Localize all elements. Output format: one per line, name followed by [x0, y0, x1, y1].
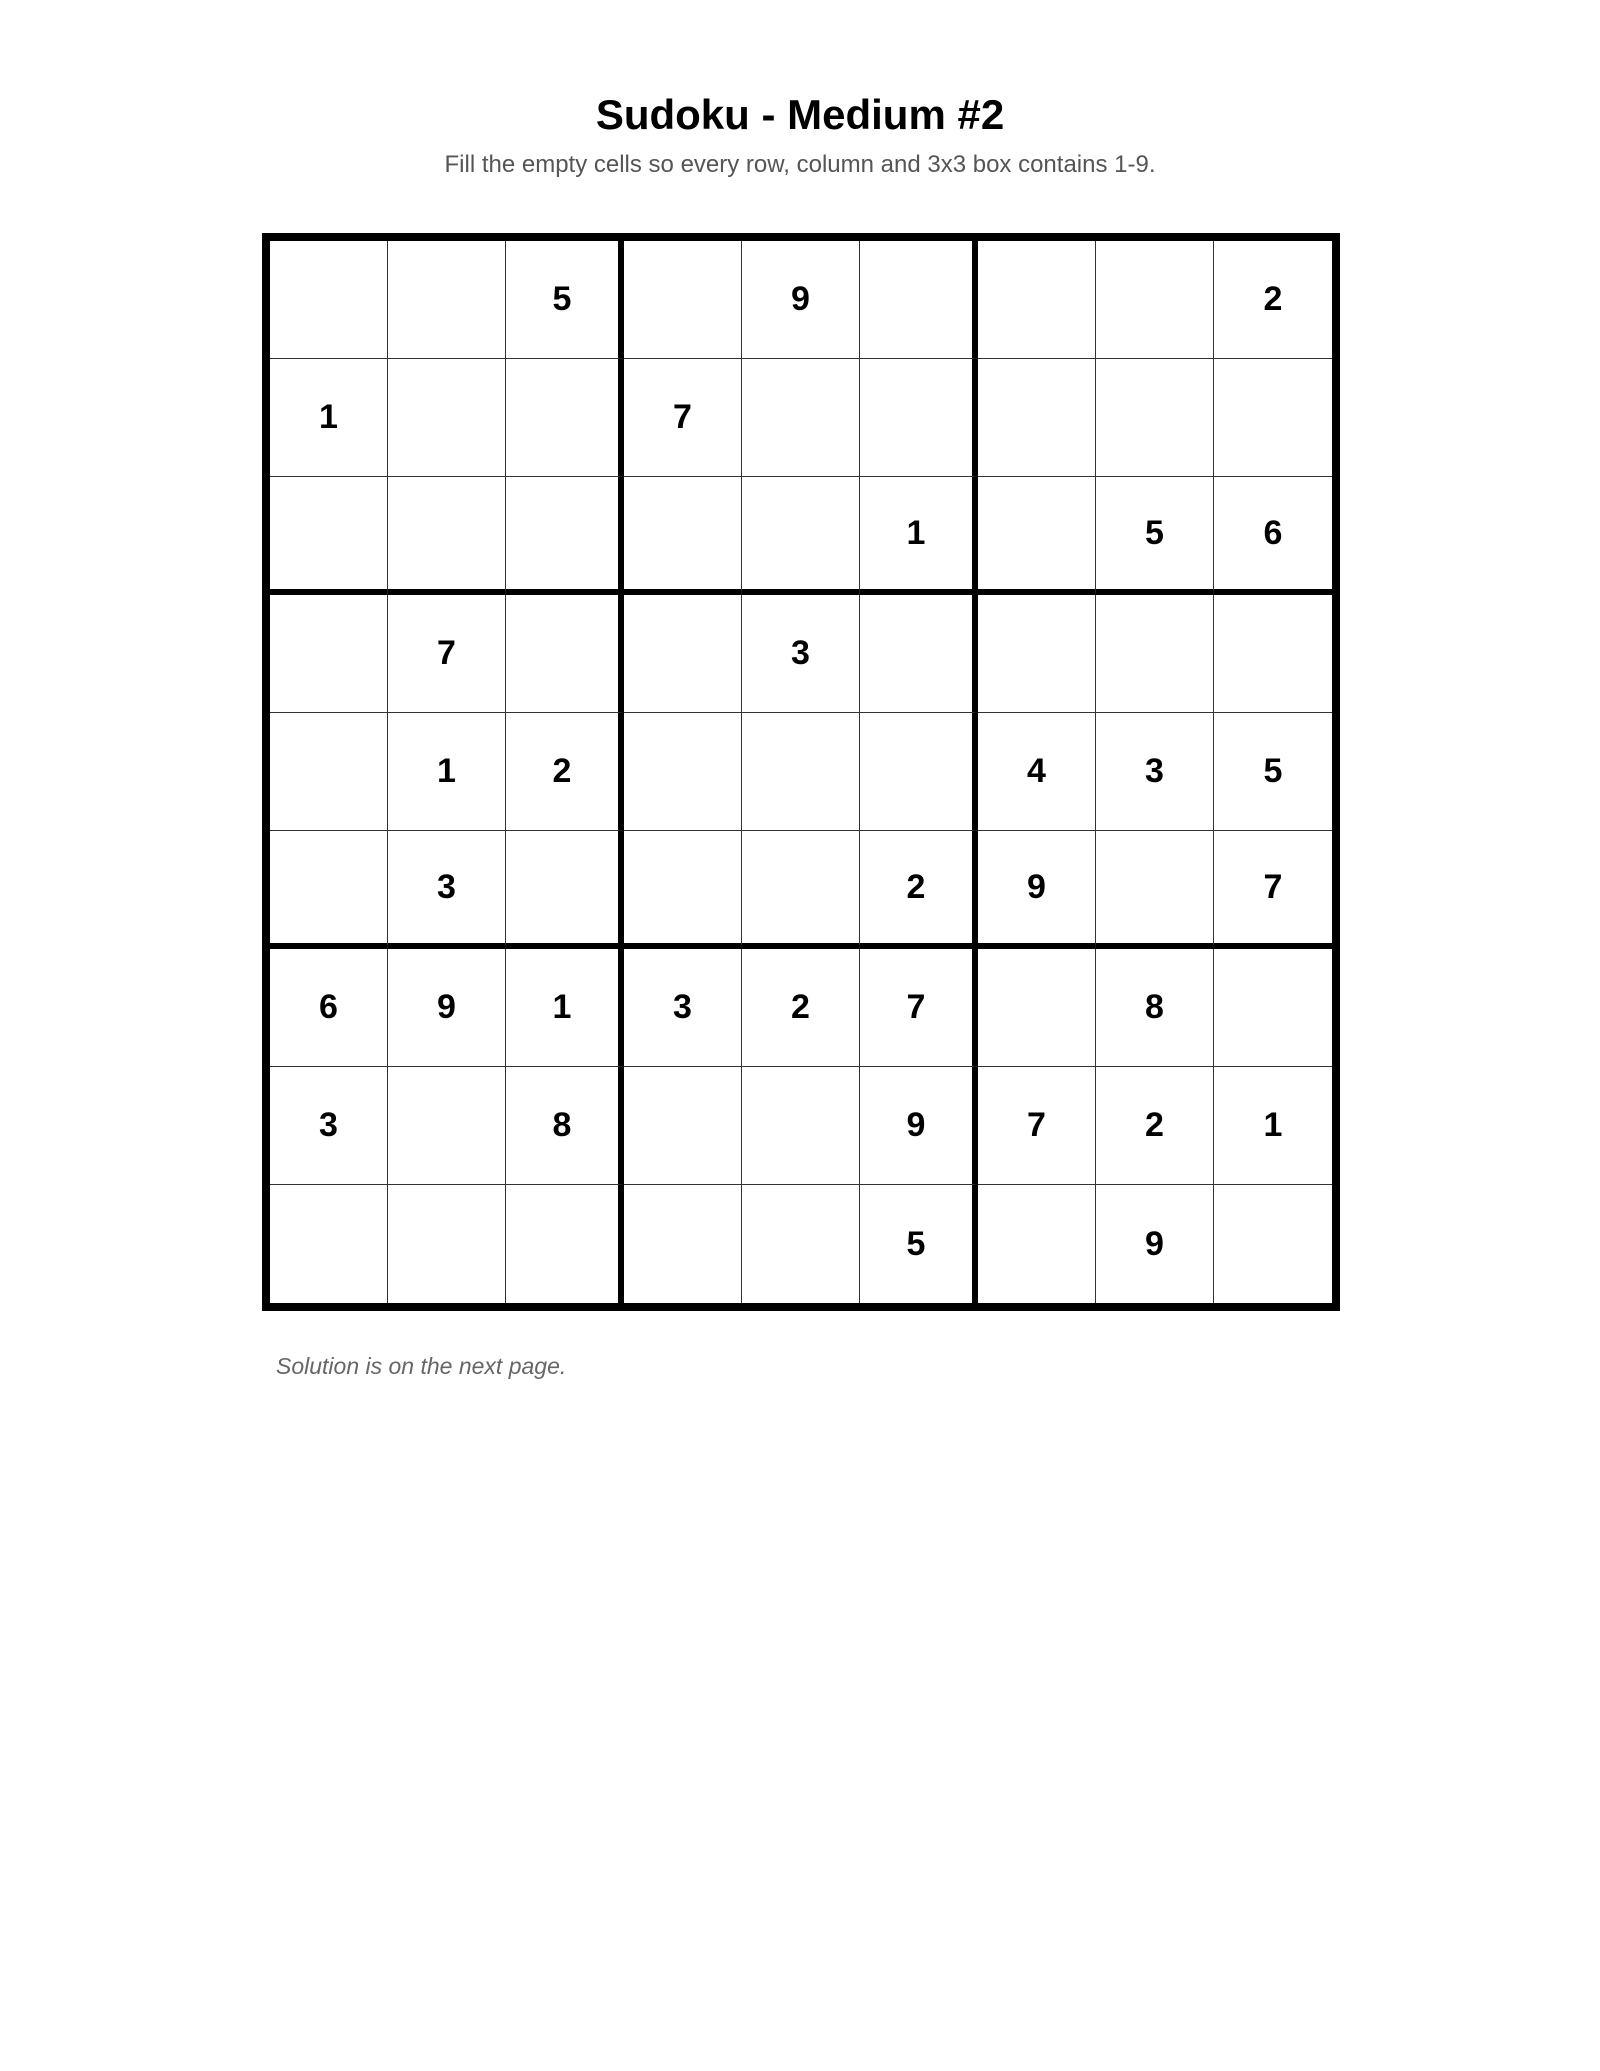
empty-cell[interactable]: [624, 595, 742, 713]
empty-cell[interactable]: [978, 477, 1096, 595]
empty-cell[interactable]: [742, 1185, 860, 1303]
solution-note: Solution is on the next page.: [276, 1353, 567, 1379]
given-cell: 3: [388, 831, 506, 949]
empty-cell[interactable]: [1096, 831, 1214, 949]
empty-cell[interactable]: [506, 595, 624, 713]
empty-cell[interactable]: [860, 713, 978, 831]
given-cell: 7: [978, 1067, 1096, 1185]
empty-cell[interactable]: [388, 477, 506, 595]
empty-cell[interactable]: [1096, 595, 1214, 713]
given-cell: 6: [270, 949, 388, 1067]
puzzle-title: Sudoku - Medium #2: [595, 91, 1005, 138]
empty-cell[interactable]: [978, 1185, 1096, 1303]
given-cell: 5: [1214, 713, 1332, 831]
given-cell: 5: [860, 1185, 978, 1303]
sudoku-board: [262, 233, 1340, 1311]
given-cell: 4: [978, 713, 1096, 831]
empty-cell[interactable]: [624, 1185, 742, 1303]
empty-cell[interactable]: [624, 477, 742, 595]
given-cell: 5: [506, 241, 624, 359]
given-cell: 2: [742, 949, 860, 1067]
empty-cell[interactable]: [270, 713, 388, 831]
given-cell: 9: [860, 1067, 978, 1185]
empty-cell[interactable]: [624, 713, 742, 831]
given-cell: 9: [742, 241, 860, 359]
given-cell: 1: [860, 477, 978, 595]
empty-cell[interactable]: [506, 831, 624, 949]
empty-cell[interactable]: [742, 359, 860, 477]
given-cell: 7: [624, 359, 742, 477]
given-cell: 3: [624, 949, 742, 1067]
empty-cell[interactable]: [624, 241, 742, 359]
empty-cell[interactable]: [270, 1185, 388, 1303]
given-cell: 3: [742, 595, 860, 713]
empty-cell[interactable]: [742, 477, 860, 595]
empty-cell[interactable]: [624, 1067, 742, 1185]
empty-cell[interactable]: [978, 949, 1096, 1067]
given-cell: 9: [978, 831, 1096, 949]
given-cell: 3: [270, 1067, 388, 1185]
puzzle-instructions: Fill the empty cells so every row, column and 3x3 box contains 1-9.: [444, 151, 1156, 178]
empty-cell[interactable]: [270, 831, 388, 949]
empty-cell[interactable]: [270, 595, 388, 713]
empty-cell[interactable]: [388, 1185, 506, 1303]
given-cell: 7: [860, 949, 978, 1067]
empty-cell[interactable]: [742, 1067, 860, 1185]
empty-cell[interactable]: [1214, 949, 1332, 1067]
empty-cell[interactable]: [978, 359, 1096, 477]
empty-cell[interactable]: [388, 241, 506, 359]
empty-cell[interactable]: [1096, 241, 1214, 359]
given-cell: 2: [860, 831, 978, 949]
given-cell: 1: [270, 359, 388, 477]
empty-cell[interactable]: [978, 241, 1096, 359]
given-cell: 1: [388, 713, 506, 831]
empty-cell[interactable]: [388, 359, 506, 477]
empty-cell[interactable]: [1214, 359, 1332, 477]
given-cell: 8: [506, 1067, 624, 1185]
empty-cell[interactable]: [742, 713, 860, 831]
given-cell: 7: [388, 595, 506, 713]
given-cell: 6: [1214, 477, 1332, 595]
empty-cell[interactable]: [1214, 1185, 1332, 1303]
given-cell: 2: [1096, 1067, 1214, 1185]
empty-cell[interactable]: [860, 359, 978, 477]
given-cell: 8: [1096, 949, 1214, 1067]
given-cell: 9: [388, 949, 506, 1067]
empty-cell[interactable]: [742, 831, 860, 949]
empty-cell[interactable]: [1214, 595, 1332, 713]
given-cell: 9: [1096, 1185, 1214, 1303]
given-cell: 1: [1214, 1067, 1332, 1185]
given-cell: 7: [1214, 831, 1332, 949]
empty-cell[interactable]: [1096, 359, 1214, 477]
given-cell: 3: [1096, 713, 1214, 831]
empty-cell[interactable]: [270, 477, 388, 595]
given-cell: 2: [506, 713, 624, 831]
empty-cell[interactable]: [506, 1185, 624, 1303]
empty-cell[interactable]: [388, 1067, 506, 1185]
empty-cell[interactable]: [506, 359, 624, 477]
empty-cell[interactable]: [506, 477, 624, 595]
empty-cell[interactable]: [270, 241, 388, 359]
empty-cell[interactable]: [624, 831, 742, 949]
empty-cell[interactable]: [860, 595, 978, 713]
given-cell: 5: [1096, 477, 1214, 595]
given-cell: 2: [1214, 241, 1332, 359]
given-cell: 1: [506, 949, 624, 1067]
empty-cell[interactable]: [860, 241, 978, 359]
empty-cell[interactable]: [978, 595, 1096, 713]
